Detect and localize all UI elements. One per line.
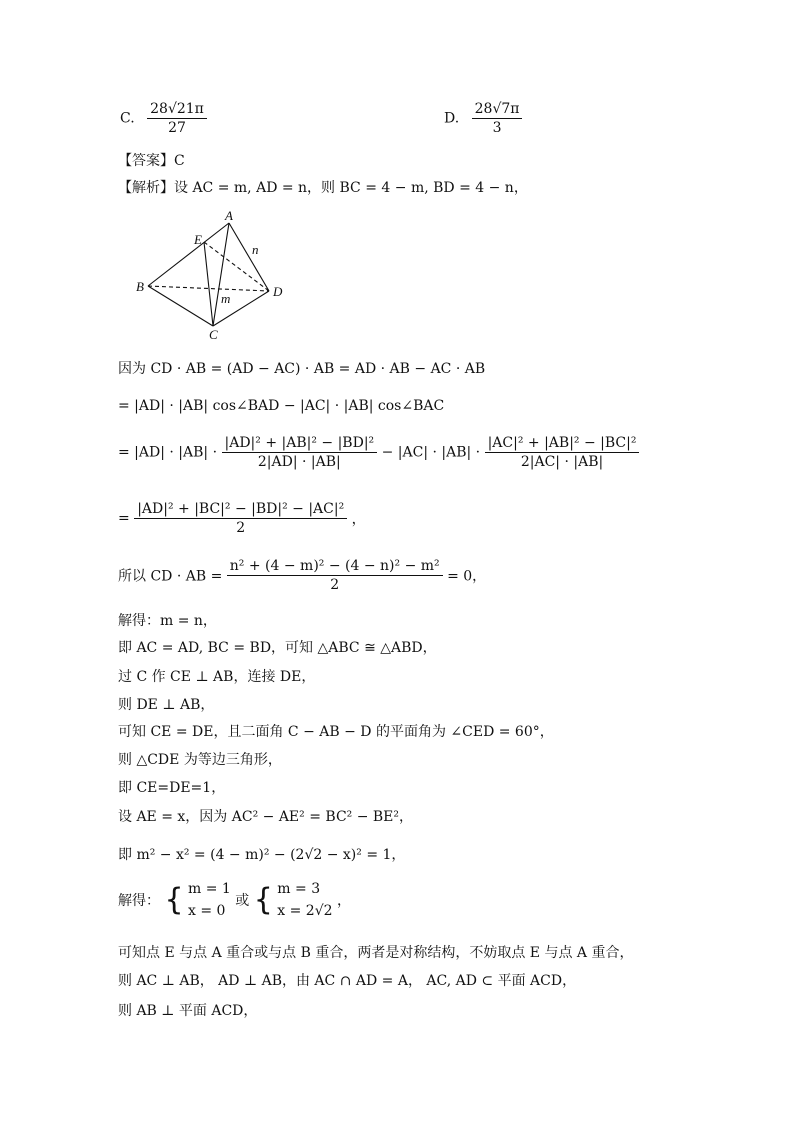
left-brace-2: {: [253, 882, 273, 918]
option-c-fraction: [147, 100, 207, 137]
option-d: [444, 100, 522, 137]
option-d-denominator: 3: [492, 120, 502, 136]
fraction-cos-bad: $\frac{\text{|AD|² + |AB|² − |BD|²}}{2|AD| \cdot |AB|}$: [222, 434, 378, 471]
derivation-line-4: = $\frac{\text{|AD|² + |BC|² − |BD|² − |AC|²}}{2}$ ，: [118, 501, 366, 536]
segment-ec: [204, 242, 213, 326]
derivation-line-12: 即 CE=DE=1，: [118, 780, 226, 796]
label-a: A: [225, 208, 233, 223]
derivation-line-14: 即 m² − x² = (4 − m)² − (2√2 − x)² = 1，: [118, 847, 406, 863]
tetrahedron-figure: [130, 208, 300, 343]
derivation-line-16: 可知点 E 与点 A 重合或与点 B 重合，两者是对称结构，不妨取点 E 与点 A 重合，: [118, 945, 634, 961]
derivation-line-9: 则 DE ⊥ AB，: [118, 697, 215, 713]
fraction-cos-bac: $\frac{\text{|AC|² + |AB|² − |BC|²}}{2|AC| \cdot |AB|}$: [485, 434, 640, 471]
option-c-denominator: 27: [168, 120, 186, 136]
derivation-line-1: 因为 CD · AB = (AD − AC) · AB = AD · AB − AC · AB: [118, 361, 486, 377]
option-d-label: D.: [444, 110, 460, 127]
option-d-numerator: 28√7π: [472, 100, 523, 119]
label-e: E: [194, 232, 202, 247]
derivation-line-10: 可知 CE = DE，且二面角 C − AB − D 的平面角为 ∠CED = 60°，: [118, 724, 554, 740]
derivation-line-13: 设 AE = x，因为 AC² − AE² = BC² − BE²，: [118, 809, 414, 825]
answer-line: 【答案】C: [118, 153, 185, 169]
edge-ab: [148, 223, 229, 286]
solution-system-2: m = 3 x = 2√2: [277, 881, 333, 919]
derivation-line-18: 则 AB ⊥ 平面 ACD，: [118, 1003, 258, 1019]
derivation-line-3: = |AD| · |AB| · $\frac{\text{|AD|² + |AB|² − |BD|²}}{2|AD| \cdot |AB|}$ − |AC| · |AB| · $\frac{\text{|AC|² + |AB|² − |BC|²}}{2|AC| \cdot |AB|}$: [118, 434, 639, 471]
derivation-line-11: 则 △CDE 为等边三角形，: [118, 752, 282, 768]
derivation-line-8: 过 C 作 CE ⊥ AB，连接 DE，: [118, 669, 316, 685]
edge-ad: [229, 223, 269, 291]
label-n: n: [252, 242, 259, 257]
solution-system-1: m = 1 x = 0: [188, 881, 231, 919]
derivation-line-15: 解得： { m = 1 x = 0 或 { m = 3 x = 2√2 ，: [118, 878, 351, 922]
derivation-line-2: = |AD| · |AB| cos∠BAD − |AC| · |AB| cos∠BAC: [118, 398, 445, 414]
edge-bc: [148, 286, 213, 326]
option-c-label: C.: [120, 110, 135, 127]
derivation-line-7: 即 AC = AD, BC = BD，可知 △ABC ≅ △ABD，: [118, 640, 437, 656]
segment-ed-dashed: [204, 242, 269, 291]
derivation-line-17: 则 AC ⊥ AB， AD ⊥ AB，由 AC ∩ AD = A， AC, AD ⊂ 平面 ACD，: [118, 973, 577, 989]
fraction-substituted: $\frac{\text{n² + (4 − m)² − (4 − n)² − m²}}{2}$: [227, 557, 443, 594]
edge-ac: [213, 223, 229, 326]
derivation-line-6: 解得：m = n，: [118, 613, 217, 629]
label-c: C: [209, 327, 218, 342]
label-b: B: [136, 279, 144, 294]
analysis-intro: 【解析】设 AC = m, AD = n，则 BC = 4 − m, BD = 4 − n，: [118, 180, 528, 196]
derivation-line-5: 所以 CD · AB = $\frac{\text{n² + (4 − m)² − (4 − n)² − m²}}{2}$ = 0，: [118, 558, 487, 593]
option-c: [120, 100, 207, 137]
option-c-numerator: 28√21π: [147, 100, 207, 119]
option-d-fraction: [472, 100, 523, 137]
fraction-simplified: $\frac{\text{|AD|² + |BC|² − |BD|² − |AC|²}}{2}$: [134, 500, 347, 537]
label-d: D: [273, 284, 283, 299]
label-m: m: [221, 291, 231, 306]
left-brace-1: {: [164, 882, 184, 918]
